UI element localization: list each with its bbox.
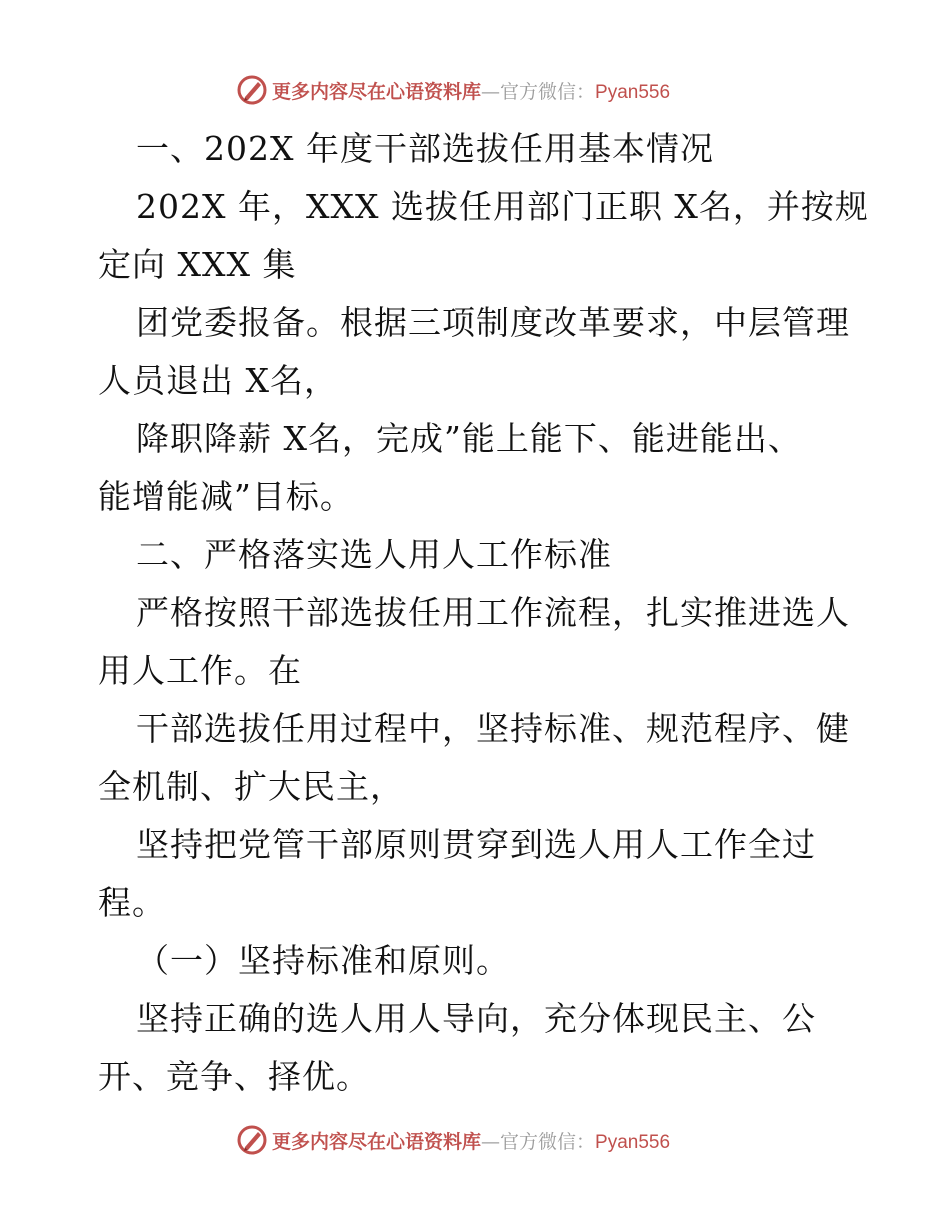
watermark-dash: — — [481, 1130, 501, 1153]
watermark-dash: — — [481, 80, 501, 103]
section-heading: 二、严格落实选人用人工作标准 — [136, 535, 612, 574]
paragraph-line: 严格按照干部选拔任用工作流程，扎实推进选人 — [136, 593, 850, 632]
paragraph-line: 能增能减”目标。 — [98, 477, 354, 516]
paragraph-line: 坚持把党管干部原则贯穿到选人用人工作全过 — [136, 825, 816, 864]
paragraph-line: 用人工作。在 — [98, 651, 302, 690]
watermark-wechat-id: Pyan556 — [595, 81, 671, 103]
paragraph-line: 定向 XXX 集 — [98, 245, 297, 284]
pen-logo-icon — [236, 74, 268, 106]
pen-logo-icon — [236, 1124, 268, 1156]
watermark-brand: 更多内容尽在心语资料库 — [272, 80, 482, 103]
subsection-heading: （一）坚持标准和原则。 — [136, 941, 510, 980]
watermark-text — [272, 77, 670, 104]
paragraph-line: 开、竞争、择优。 — [98, 1057, 370, 1096]
paragraph-line: 干部选拔任用过程中，坚持标准、规范程序、健 — [136, 709, 850, 748]
paragraph-line: 202X 年，XXX 选拔任用部门正职 X名，并按规 — [136, 187, 869, 226]
paragraph-line: 程。 — [98, 883, 166, 922]
watermark-text — [272, 1127, 670, 1154]
watermark-brand: 更多内容尽在心语资料库 — [272, 1130, 482, 1153]
paragraph-line: 坚持正确的选人用人导向，充分体现民主、公 — [136, 999, 816, 1038]
footer-watermark — [236, 1122, 670, 1158]
paragraph-line: 人员退出 X名， — [98, 361, 338, 400]
paragraph-line: 一、202X 年度干部选拔任用基本情况 — [136, 129, 714, 168]
watermark-wechat-label: 官方微信： — [500, 1130, 596, 1153]
watermark-wechat-label: 官方微信： — [500, 80, 596, 103]
watermark-wechat-id: Pyan556 — [595, 1131, 671, 1153]
header-watermark — [236, 72, 670, 108]
paragraph-line: 团党委报备。根据三项制度改革要求，中层管理 — [136, 303, 850, 342]
document-body — [98, 120, 869, 1106]
paragraph-line: 全机制、扩大民主， — [98, 767, 404, 806]
paragraph-line: 降职降薪 X名，完成”能上能下、能进能出、 — [136, 419, 802, 458]
